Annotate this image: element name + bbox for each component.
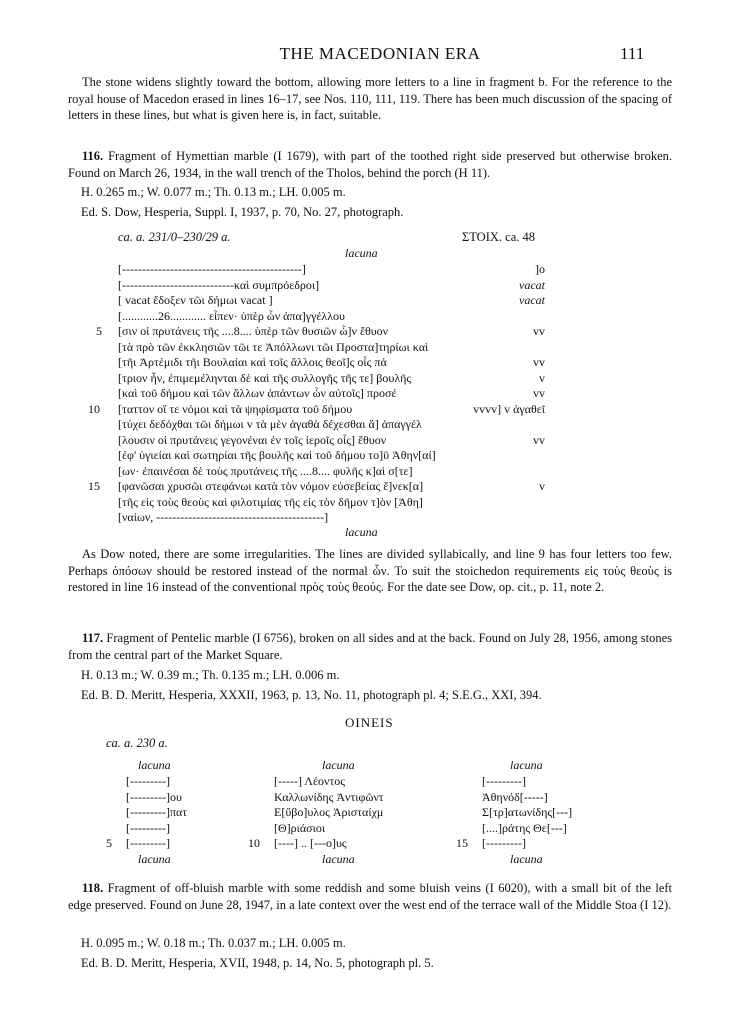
inscription-line: [---------] [482,774,526,788]
inscription-line: [τριον ἦν, ἐπιμεμέληνται δὲ καὶ τῆς συλλογῆς τῆς τε] βουλῆς [118,370,412,385]
inscription-line: [τῆς εἰς τοὺς θεοὺς καὶ φιλοτιμίας τῆς εἰς τὸν δῆμον τ]ὸν [Ἀθη] [118,494,423,509]
inscription-line-end: vacat [519,277,545,292]
inscription-line: [ων· ἐπαινέσαι δὲ τοὺς πρυτάνεις τῆς ....8.... φυλῆς κ]αὶ σ[τε] [118,463,413,478]
inscription-line-end: vacat [519,293,545,307]
inscription-line: [ναίων, ------------------------------------------] [118,510,329,524]
lacuna-top-116: lacuna [345,246,378,260]
inscription-line: [Θ]ριάσιοι [274,820,326,835]
inscription-line: [---------] [126,820,170,835]
lacuna-bottom-117: lacuna [138,851,171,866]
inscription-line: [............26............ εἶπεν· ὑπὲρ ὧν ἀπα]γγέλλου [118,308,345,323]
lacuna-top-117: lacuna [510,758,543,772]
entry-number: 117. [82,631,104,645]
running-head: THE MACEDONIAN ERA [279,44,481,63]
inscription-line: Σ[τρ]ατωνίδης[---] [482,805,573,819]
inscription-line: Ἀθηνόδ[-----] [482,789,548,804]
entry-117-description [68,630,672,663]
entry-116-dimensions: H. 0.265 m.; W. 0.077 m.; Th. 0.13 m.; LH. 0.005 m. [81,185,346,199]
line-number: 10 [248,836,260,850]
inscription-line: Καλλωνίδης Ἀντιφῶντ [274,789,384,804]
inscription-line: [καὶ τοῦ δήμου καὶ τῶν ἄλλων ἁπάντων ὧν αὐτοῖς] προσέ [118,386,397,400]
entry-117-edition: Ed. B. D. Meritt, Hesperia, XXXII, 1963, p. 13, No. 11, photograph pl. 4; S.E.G., XXI, 394. [81,688,542,702]
entry-118-edition: Ed. B. D. Meritt, Hesperia, XVII, 1948, p. 14, No. 5, photograph pl. 5. [81,956,434,970]
inscription-line: [----] .. [---ο]υς [274,836,347,850]
inscription-line: [---------] [126,836,170,850]
line-number: 5 [96,324,102,338]
inscription-line-end: v [539,479,545,493]
lacuna-bottom-117: lacuna [510,851,543,866]
lacuna-top-117: lacuna [138,758,171,772]
inscription-line-end: vv [533,432,545,447]
inscription-line: [τὰ πρὸ τῶν ἐκκλησιῶν τῶι τε Ἀπόλλωνι τῶι Προστα]τηρίωι καὶ [118,339,429,354]
stoichedon-116: ΣΤΟΙΧ. ca. 48 [462,230,535,244]
inscription-line: [----------------------------καὶ συμπρόεδροι] [118,277,320,292]
date-116: ca. a. 231/0–230/29 a. [118,230,231,244]
line-number: 15 [88,479,100,493]
inscription-line: [ vacat ἔδοξεν τῶι δήμωι vacat ] [118,293,273,307]
lacuna-bottom-117: lacuna [322,851,355,866]
inscription-line: [---------]πατ [126,805,188,819]
inscription-line-end: vv [533,324,545,338]
entry-desc: Fragment of off-bluish marble with some reddish and some bluish veins (I 6020), with a small bit of the left edge preserved. Found on June 28, 1947, in a late context over the west end of the terrace wall of the Middle Stoa (I 12). [68,881,672,912]
inscription-line-end: vv [533,355,545,369]
inscription-line: [λουσιν οἱ πρυτάνεις γεγονέναι ἐν τοῖς ἱεροῖς οἷς] ἔθυον [118,432,387,447]
inscription-line: [-----] Λέοντος [274,774,346,788]
line-number: 5 [106,836,112,850]
inscription-line-end: vv [533,386,545,400]
inscription-line: [τύχει δεδόχθαι τῶι δήμωι v τὰ μὲν ἀγαθὰ δέχεσθαι ἃ] ἀπαγγέλ [118,417,422,431]
intro-paragraph: The stone widens slightly toward the bottom, allowing more letters to a line in fragment b. For the reference to the royal house of Macedon erased in lines 16–17, see Nos. 110, 111, 119. There has been much discussion of the spacing of letters in these lines, but what is given here is, in fact, suitable. [68,75,672,122]
entry-number: 118. [82,881,104,895]
date-117: ca. a. 230 a. [106,736,168,750]
page-number: 111 [620,44,645,63]
entry-desc: Fragment of Hymettian marble (I 1679), with part of the toothed right side preserved but otherwise broken. Found on March 26, 1934, in the wall trench of the Tholos, behind the porch (H 11). [68,149,673,180]
inscription-line: [---------] [126,774,170,788]
entry-desc: Fragment of Pentelic marble (I 6756), broken on all sides and at the back. Found on July 28, 1956, among stones from the central part of the Market Square. [68,631,672,662]
inscription-line: Ε[ὔβο]υλος Ἀρισταίχμ [274,805,384,819]
inscription-line-end: vvvv] v ἀγαθεῖ [473,401,545,416]
inscription-line: [---------------------------------------------] [118,262,306,276]
line-number: 15 [456,836,468,850]
entry-117-dimensions: H. 0.13 m.; W. 0.39 m.; Th. 0.135 m.; LH. 0.006 m. [81,668,340,682]
inscription-line: [....]ράτης Θε[---] [482,820,567,835]
entry-number: 116. [82,149,104,163]
entry-116-note: As Dow noted, there are some irregularities. The lines are divided syllabically, and line 9 has four letters too few. Perhaps ὁπόσων should be restored instead of the normal ὧν. To suit the stoichedon requirements εἰς τοὺς θεοὺς is restored in line 16 instead of the conventional πρὸς τοὺς θεούς. For the date see Dow, op. cit., p. 11, note 2. [68,547,672,594]
entry-116-edition: Ed. S. Dow, Hesperia, Suppl. I, 1937, p. 70, No. 27, photograph. [81,205,404,219]
inscription-line: [ταττον οἵ τε νόμοι καὶ τὰ ψηφίσματα τοῦ δήμου [118,401,353,416]
lacuna-bottom-116: lacuna [345,525,378,539]
lacuna-top-117: lacuna [322,758,355,772]
inscription-line: [---------]ου [126,789,182,804]
inscription-line: [τῆι Ἀρτέμιδι τῆι Βουλαίαι καὶ τοῖς ἄλλοις θεοῖ]ς οἷς πά [118,355,387,369]
inscription-line-end: ]ο [535,262,545,276]
tribe-title: OINEIS [345,715,394,730]
inscription-line: [φανῶσαι χρυσῶι στεφάνωι κατὰ τὸν νόμον εὐσεβείας ἕ]νεκ[α] [118,479,424,493]
entry-118-description [68,880,672,913]
entry-118-dimensions: H. 0.095 m.; W. 0.18 m.; Th. 0.037 m.; LH. 0.005 m. [81,936,346,950]
inscription-line-end: v [539,370,545,385]
inscription-line: [---------] [482,836,526,850]
entry-116-description [68,148,672,181]
line-number: 10 [88,401,100,416]
inscription-line: [ἐφ' ὑγιείαι καὶ σωτηρίαι τῆς βουλῆς καὶ τοῦ δήμου το]ῦ Ἀθην[αί] [118,448,436,462]
inscription-line: [σιν οἱ πρυτάνεις τῆς ....8.... ὑπὲρ τῶν θυσιῶν ὧ]ν ἔθυον [118,324,389,338]
